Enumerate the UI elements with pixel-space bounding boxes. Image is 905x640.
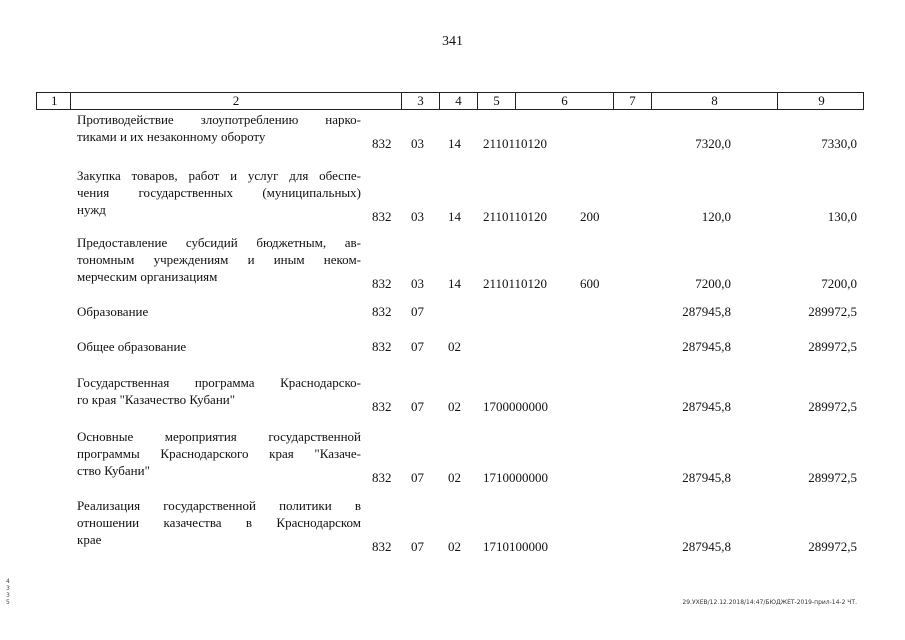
cell-c8: 287945,8	[682, 470, 731, 485]
header-col-7: 7	[613, 93, 651, 109]
row-name-line: Государственная программа Краснодарско-	[77, 375, 361, 390]
page-number: 341	[442, 34, 463, 49]
row-name	[77, 338, 361, 355]
cell-c8: 120,0	[701, 209, 731, 224]
row-name-line: тономным учреждениям и иным неком-	[77, 252, 361, 267]
row-name-line: Основные мероприятия государственной	[77, 429, 361, 444]
row-name-line: Реализация государственной политики в	[77, 498, 361, 513]
header-col-1: 1	[51, 93, 58, 108]
cell-c3: 832	[372, 399, 392, 414]
row-name-line: нужд	[77, 202, 106, 217]
side-marks: 4 3 3 5	[6, 578, 10, 606]
cell-c4: 07	[411, 470, 424, 485]
row-name-line: Противодействие злоупотреблению нарко-	[77, 112, 361, 127]
cell-c6: 2110110120	[483, 209, 548, 224]
cell-c6: 1710100000	[483, 539, 548, 554]
cell-c6: 1700000000	[483, 399, 548, 414]
header-col-6: 6	[515, 93, 613, 109]
row-name	[77, 167, 361, 218]
cell-c6: 2110110120	[483, 276, 548, 291]
header-col-3: 3	[401, 93, 439, 109]
row-name-line: крае	[77, 532, 102, 547]
cell-c9: 289972,5	[808, 339, 857, 354]
cell-c9: 7330,0	[821, 136, 857, 151]
row-name-line: тиками и их незаконному обороту	[77, 129, 266, 144]
footer-stamp: 29.УХЕВ/12.12.2018/14:47/БЮДЖЕТ-2019-прил-14-2 ЧТ.	[682, 599, 857, 606]
header-col-8: 8	[651, 93, 777, 109]
cell-c4: 07	[411, 304, 424, 319]
cell-c5: 02	[448, 539, 461, 554]
cell-c6: 1710000000	[483, 470, 548, 485]
cell-c8: 7200,0	[695, 276, 731, 291]
cell-c5: 14	[448, 276, 461, 291]
cell-c4: 03	[411, 276, 424, 291]
cell-c6: 2110110120	[483, 136, 548, 151]
cell-c5: 02	[448, 470, 461, 485]
row-name-line: ство Кубани"	[77, 463, 150, 478]
cell-c3: 832	[372, 276, 392, 291]
cell-c3: 832	[372, 209, 392, 224]
row-name	[77, 111, 361, 145]
cell-c3: 832	[372, 304, 392, 319]
cell-c8: 7320,0	[695, 136, 731, 151]
cell-c9: 7200,0	[821, 276, 857, 291]
row-name-line: Общее образование	[77, 339, 187, 354]
cell-c5: 02	[448, 339, 461, 354]
row-name	[77, 234, 361, 285]
row-name-line: Предоставление субсидий бюджетным, ав-	[77, 235, 361, 250]
cell-c3: 832	[372, 470, 392, 485]
cell-c9: 289972,5	[808, 304, 857, 319]
cell-c8: 287945,8	[682, 339, 731, 354]
cell-c5: 14	[448, 136, 461, 151]
cell-c4: 07	[411, 339, 424, 354]
row-name-line: отношении казачества в Краснодарском	[77, 515, 361, 530]
cell-c7: 200	[580, 209, 600, 224]
cell-c9: 289972,5	[808, 539, 857, 554]
cell-c8: 287945,8	[682, 399, 731, 414]
cell-c4: 07	[411, 399, 424, 414]
row-name-line: Закупка товаров, работ и услуг для обеспе-	[77, 168, 361, 183]
cell-c4: 03	[411, 136, 424, 151]
cell-c9: 289972,5	[808, 470, 857, 485]
cell-c5: 02	[448, 399, 461, 414]
row-name	[77, 497, 361, 548]
cell-c3: 832	[372, 339, 392, 354]
cell-c4: 07	[411, 539, 424, 554]
header-col-4: 4	[439, 93, 477, 109]
cell-c7: 600	[580, 276, 600, 291]
row-name-line: программы Краснодарского края "Казаче-	[77, 446, 361, 461]
row-name	[77, 374, 361, 408]
row-name-line: мерческим организациям	[77, 269, 218, 284]
row-name	[77, 428, 361, 479]
table-header	[36, 92, 864, 110]
cell-c4: 03	[411, 209, 424, 224]
row-name-line: чения государственных (муниципальных)	[77, 185, 361, 200]
cell-c8: 287945,8	[682, 539, 731, 554]
cell-c8: 287945,8	[682, 304, 731, 319]
row-name	[77, 303, 361, 320]
header-col-2: 2	[70, 93, 401, 109]
cell-c3: 832	[372, 136, 392, 151]
header-col-9: 9	[777, 93, 865, 109]
cell-c9: 289972,5	[808, 399, 857, 414]
cell-c5: 14	[448, 209, 461, 224]
cell-c3: 832	[372, 539, 392, 554]
cell-c9: 130,0	[827, 209, 857, 224]
row-name-line: го края "Казачество Кубани"	[77, 392, 236, 407]
header-col-5: 5	[477, 93, 515, 109]
row-name-line: Образование	[77, 304, 149, 319]
